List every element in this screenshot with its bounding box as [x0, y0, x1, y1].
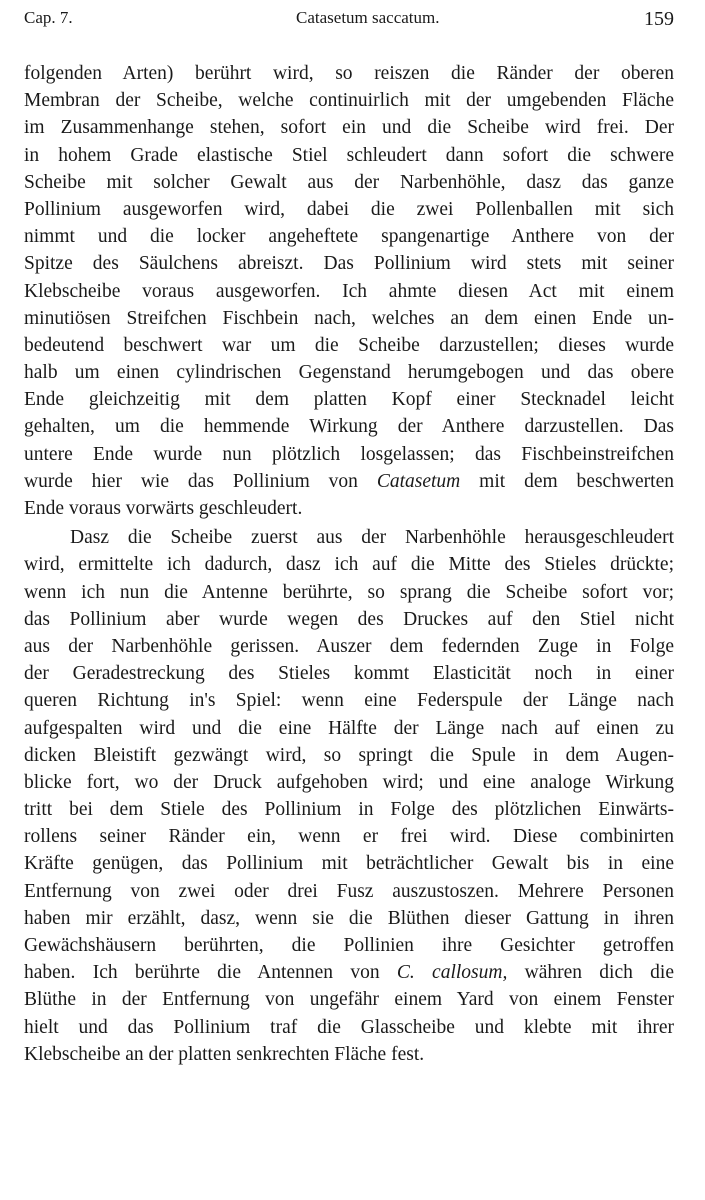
text-line [24, 878, 674, 905]
text-run: Pollinium ausgeworfen wird, dabei die zwei Pollenballen mit sich [24, 198, 674, 220]
text-line [24, 305, 674, 332]
text-run: Klebscheibe an der platten senkrechten Fläche fest. [24, 1043, 425, 1065]
text-line [24, 495, 674, 522]
italic-taxon: C. callosum, [396, 962, 508, 984]
text-line [24, 850, 674, 877]
text-line [24, 468, 674, 495]
text-run: Scheibe mit solcher Gewalt aus der Narbenhöhle, dasz das ganze [24, 171, 674, 193]
running-header [24, 8, 674, 34]
chapter-label: Cap. 7. [24, 8, 73, 27]
text-run: Spitze des Säulchens abreiszt. Das Pollinium wird stets mit seiner [24, 253, 674, 275]
text-run: haben mir erzählt, dasz, wenn sie die Blüthen dieser Gattung in ihren [24, 907, 674, 929]
text-run: folgenden Arten) berührt wird, so reiszen die Ränder der oberen [24, 63, 674, 84]
text-run: untere Ende wurde nun plötzlich losgelassen; das Fischbeinstreifchen [24, 443, 674, 465]
text-line [24, 715, 674, 742]
text-run: Entfernung von zwei oder drei Fusz auszustoszen. Mehrere Personen [24, 880, 674, 902]
text-run: in hohem Grade elastische Stiel schleudert dann sofort die schwere [24, 144, 674, 166]
text-run: queren Richtung in's Spiel: wenn eine Federspule der Länge nach [24, 690, 674, 712]
text-line [24, 250, 674, 277]
text-run: das Pollinium aber wurde wegen des Druckes auf den Stiel nicht [24, 608, 674, 630]
text-run: nimmt und die locker angeheftete spangenartige Anthere von der [24, 226, 674, 248]
text-line [24, 986, 674, 1013]
text-run: im Zusammenhange stehen, sofort ein und die Scheibe wird frei. Der [24, 117, 674, 139]
text-line [24, 196, 674, 223]
text-run: minutiösen Streifchen Fischbein nach, welches an dem einen Ende un- [24, 307, 674, 329]
text-run: der Geradestreckung des Stieles kommt Elasticität noch in einer [24, 663, 674, 685]
text-run: dicken Bleistift gezwängt wird, so springt die Spule in dem Augen- [24, 744, 674, 766]
text-run: aufgespalten wird und die eine Hälfte der Länge nach auf einen zu [24, 717, 674, 739]
text-line [24, 1041, 674, 1068]
text-line [24, 606, 674, 633]
text-line [24, 142, 674, 169]
text-run: Ende gleichzeitig mit dem platten Kopf einer Stecknadel leicht [24, 389, 674, 411]
text-line [24, 359, 674, 386]
body-text [24, 60, 674, 1068]
paragraph [24, 524, 674, 1068]
text-run: haben. Ich berührte die Antennen von [24, 962, 397, 984]
text-run: mit dem beschwerten [460, 470, 674, 492]
text-line [24, 87, 674, 114]
text-line [24, 796, 674, 823]
text-line [24, 1014, 674, 1041]
text-line [24, 223, 674, 250]
running-title: Catasetum saccatum. [296, 8, 440, 27]
italic-taxon: Catasetum [376, 470, 461, 492]
text-line [24, 932, 674, 959]
text-run: halb um einen cylindrischen Gegenstand herumgebogen und das obere [24, 362, 674, 384]
text-run: wurde hier wie das Pollinium von [24, 470, 377, 492]
paragraph [24, 60, 674, 522]
text-line [24, 905, 674, 932]
text-line [24, 413, 674, 440]
text-line [24, 660, 674, 687]
text-line [24, 60, 674, 87]
text-line [24, 769, 674, 796]
text-line [24, 551, 674, 578]
text-run: gehalten, um die hemmende Wirkung der Anthere darzustellen. Das [24, 416, 674, 438]
text-line [24, 579, 674, 606]
text-line [24, 823, 674, 850]
text-run: tritt bei dem Stiele des Pollinium in Folge des plötzlichen Einwärts- [24, 799, 674, 821]
text-run: Blüthe in der Entfernung von ungefähr einem Yard von einem Fenster [24, 989, 674, 1011]
text-run: aus der Narbenhöhle gerissen. Auszer dem federnden Zuge in Folge [24, 635, 674, 657]
text-line [24, 959, 674, 986]
text-line [24, 169, 674, 196]
text-run: Dasz die Scheibe zuerst aus der Narbenhöhle herausgeschleudert [70, 527, 674, 549]
text-line [24, 332, 674, 359]
text-line [24, 386, 674, 413]
text-run: rollens seiner Ränder ein, wenn er frei wird. Diese combinirten [24, 826, 674, 848]
text-line [24, 633, 674, 660]
text-run: Klebscheibe voraus ausgeworfen. Ich ahmte diesen Act mit einem [24, 280, 674, 302]
text-run: währen dich die [507, 962, 674, 984]
text-line [24, 524, 674, 551]
text-run: wenn ich nun die Antenne berührte, so sprang die Scheibe sofort vor; [24, 581, 674, 603]
text-run: Membran der Scheibe, welche continuirlich mit der umgebenden Fläche [24, 90, 674, 112]
text-line [24, 742, 674, 769]
text-line [24, 687, 674, 714]
text-line [24, 278, 674, 305]
text-run: wird, ermittelte ich dadurch, dasz ich auf die Mitte des Stieles drückte; [24, 554, 674, 576]
text-run: Kräfte genügen, das Pollinium mit beträchtlicher Gewalt bis in eine [24, 853, 674, 875]
text-line [24, 441, 674, 468]
text-line [24, 114, 674, 141]
text-run: Ende voraus vorwärts geschleudert. [24, 498, 303, 519]
page-number: 159 [644, 8, 674, 30]
text-run: blicke fort, wo der Druck aufgehoben wird; und eine analoge Wirkung [24, 771, 674, 793]
text-run: hielt und das Pollinium traf die Glasscheibe und klebte mit ihrer [24, 1016, 674, 1038]
text-run: bedeutend beschwert war um die Scheibe darzustellen; dieses wurde [24, 334, 674, 356]
text-run: Gewächshäusern berührten, die Pollinien ihre Gesichter getroffen [24, 935, 674, 956]
